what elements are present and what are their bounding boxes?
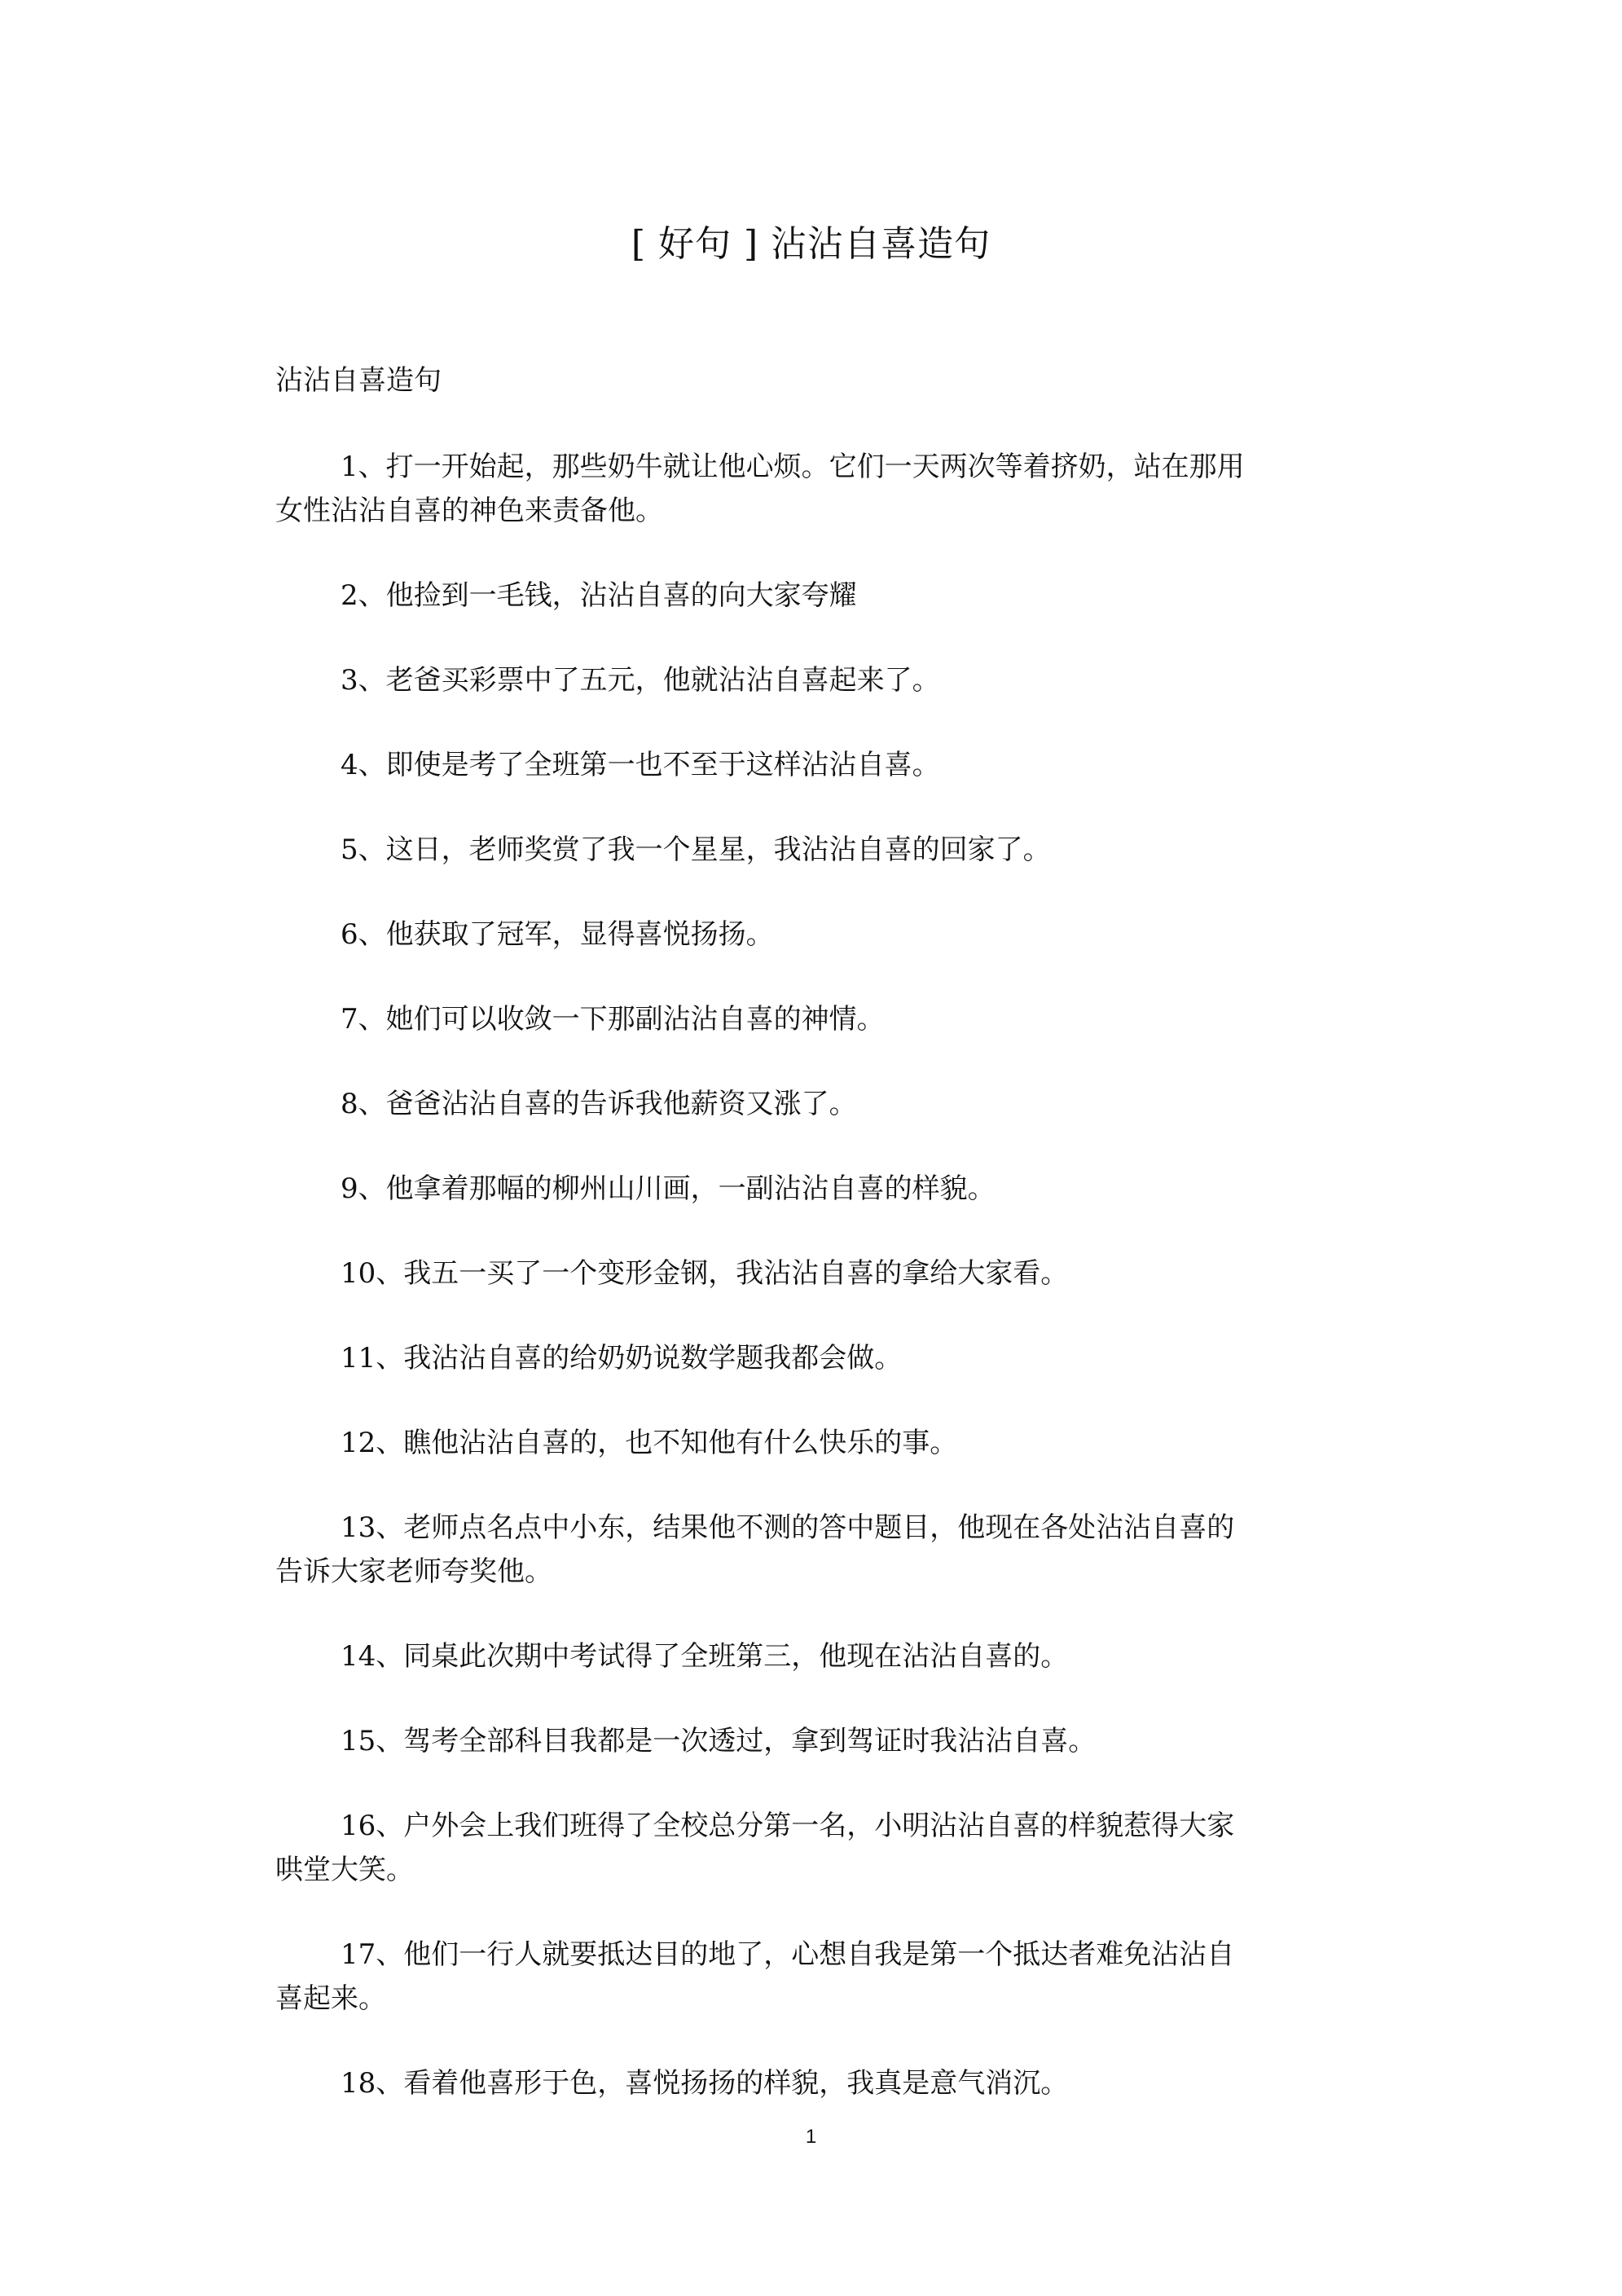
- sentence-item: 11、我沾沾自喜的给奶奶说数学题我都会做。: [341, 1342, 903, 1375]
- sentence-item: 14、同桌此次期中考试得了全班第三，他现在沾沾自喜的。: [341, 1640, 1069, 1673]
- sentence-item: 4、即使是考了全班第一也不至于这样沾沾自喜。: [341, 749, 940, 781]
- sentence-item: 12、瞧他沾沾自喜的，也不知他有什么快乐的事。: [341, 1427, 958, 1459]
- sentence-item: 16、户外会上我们班得了全校总分第一名，小明沾沾自喜的样貌惹得大家哄堂大笑。: [275, 1810, 1235, 1886]
- sentence-item: 9、他拿着那幅的柳州山川画，一副沾沾自喜的样貌。: [341, 1172, 996, 1205]
- sentence-item: 18、看着他喜形于色，喜悦扬扬的样貌，我真是意气消沉。: [341, 2067, 1069, 2100]
- sentence-item: 13、老师点名点中小东，结果他不测的答中题目，他现在各处沾沾自喜的告诉大家老师夸奖他。: [275, 1511, 1235, 1588]
- document-subtitle: 沾沾自喜造句: [275, 364, 442, 397]
- sentence-item: 8、爸爸沾沾自喜的告诉我他薪资又涨了。: [341, 1088, 857, 1120]
- sentence-item: 1、打一开始起，那些奶牛就让他心烦。它们一天两次等着挤奶，站在那用女性沾沾自喜的神色来责备他。: [275, 451, 1245, 527]
- sentence-item: 10、我五一买了一个变形金钢，我沾沾自喜的拿给大家看。: [341, 1257, 1069, 1290]
- sentence-item: 3、老爸买彩票中了五元，他就沾沾自喜起来了。: [341, 664, 940, 697]
- sentence-item: 6、他获取了冠军，显得喜悦扬扬。: [341, 918, 774, 951]
- sentence-list: [275, 445, 1261, 2146]
- sentence-item: 2、他捡到一毛钱，沾沾自喜的向大家夸耀: [341, 579, 857, 612]
- sentence-item: 7、她们可以收敛一下那副沾沾自喜的神情。: [341, 1003, 885, 1036]
- page-number: 1: [805, 2126, 817, 2148]
- sentence-item: 15、驾考全部科目我都是一次透过，拿到驾证时我沾沾自喜。: [341, 1725, 1097, 1757]
- document-title: [ 好句 ] 沾沾自喜造句: [631, 223, 991, 265]
- sentence-item: 5、这日，老师奖赏了我一个星星，我沾沾自喜的回家了。: [341, 834, 1051, 866]
- sentence-item: 17、他们一行人就要抵达目的地了，心想自我是第一个抵达者难免沾沾自喜起来。: [275, 1938, 1235, 2015]
